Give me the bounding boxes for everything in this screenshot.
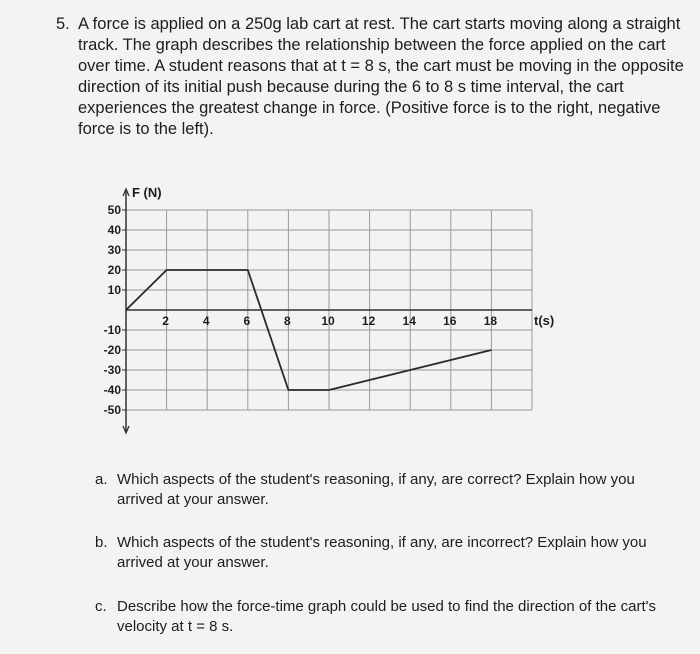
y-tick-label: 50 <box>107 203 121 217</box>
part-a-letter: a. <box>95 471 108 488</box>
part-b <box>95 533 680 573</box>
x-tick-label: 4 <box>202 314 210 328</box>
y-tick-label: -50 <box>103 403 121 417</box>
y-tick-label: 30 <box>107 243 121 257</box>
y-tick-label: 40 <box>107 223 121 237</box>
y-tick-label: 20 <box>107 263 121 277</box>
x-tick-label: 18 <box>483 314 498 328</box>
y-tick-label: -30 <box>103 363 121 377</box>
question-number: 5. <box>56 15 70 33</box>
part-c-text: Describe how the force-time graph could be used to find the direction of the cart's velocity at t = 8 s. <box>117 598 656 635</box>
y-tick-label: -10 <box>103 323 121 337</box>
x-tick-label: 14 <box>402 314 416 328</box>
x-tick-label: 6 <box>243 314 251 328</box>
x-tick-label: 12 <box>361 314 376 328</box>
part-c <box>95 597 680 637</box>
y-tick-label: -20 <box>103 343 121 357</box>
x-tick-label: 2 <box>162 314 169 328</box>
question-5 <box>56 14 686 140</box>
y-axis-label: F (N) <box>132 185 162 200</box>
x-tick-label: 8 <box>284 314 291 328</box>
question-text: A force is applied on a 250g lab cart at rest. The cart starts moving along a straight track. The graph describes the relationship between the force applied on the cart over time. A student reasons that at t = 8 s, the cart must be moving in the opposite direction of its initial push because during the 6 to 8 s time interval, the cart experiences the greatest change in force. (Positive force is to the right, negative force is to the left). <box>78 15 684 138</box>
x-tick-label: 16 <box>443 314 457 328</box>
part-b-letter: b. <box>95 534 108 551</box>
force-time-graph <box>90 180 570 440</box>
chart-axes <box>122 189 532 433</box>
part-a <box>95 470 680 510</box>
y-tick-label: 10 <box>107 283 121 297</box>
part-b-text: Which aspects of the student's reasoning, if any, are incorrect? Explain how you arrived at your answer. <box>117 534 647 571</box>
x-axis-label: t(s) <box>534 313 555 328</box>
x-tick-label: 10 <box>321 314 335 328</box>
y-tick-label: -40 <box>103 383 121 397</box>
part-a-text: Which aspects of the student's reasoning, if any, are correct? Explain how you arrived at your answer. <box>117 471 635 508</box>
part-c-letter: c. <box>95 598 107 615</box>
